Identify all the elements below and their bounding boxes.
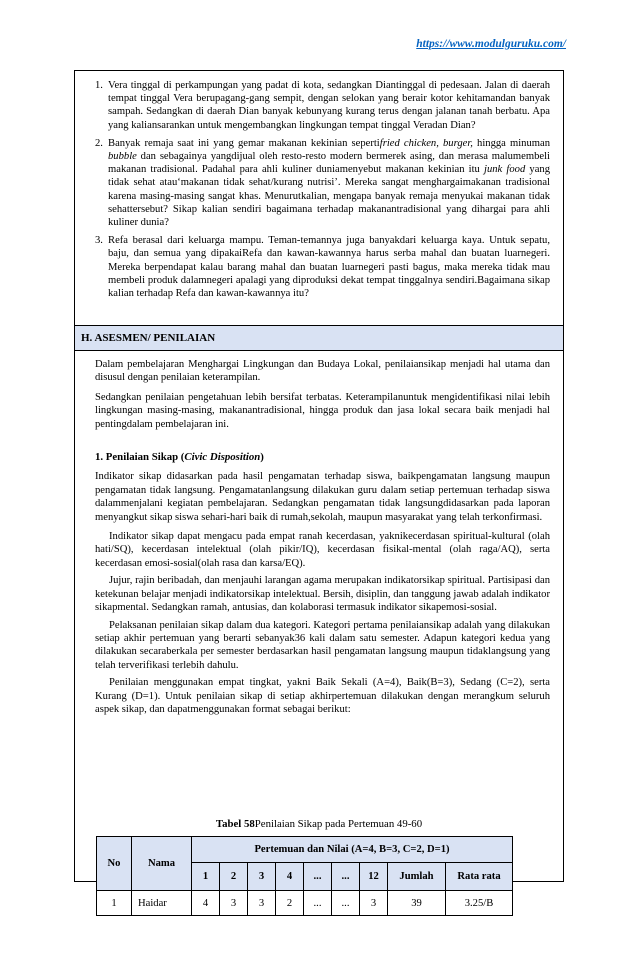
header-url-link[interactable]: https://www.modulguruku.com/ bbox=[416, 38, 566, 50]
subheader-cell: Jumlah bbox=[388, 863, 446, 891]
subheader-cell: Rata rata bbox=[446, 863, 513, 891]
table-cell: 3 bbox=[248, 891, 276, 916]
question-item: 2. Banyak remaja saat ini yang gemar makanan kekinian sepertifried chicken, burger, hingga minuman bubble dan sebagainya yangdijual oleh resto-resto modern bermerek asing, dan merasa malumembeli makanan tradisional. Padahal para ahli kuliner duniamenyebut makanan kekinian itu junk food yang tidak sehat atau‘makanan tidak sehat/kurang nutrisi’. Mereka sangat menghargaimakanan tradisional karena masing-masing sangat khas. Menurutkalian, mengapa banyak remaja menyukai makanan tidak sehattersebut? Sikap kalian sendiri bagaimana terhadap makanantradisional yang dihargai para ahli kuliner dunia? bbox=[95, 137, 550, 229]
table-cell: 3 bbox=[360, 891, 388, 916]
question-text: Refa berasal dari keluarga mampu. Teman-temannya juga banyakdari keluarga kaya. Untuk sepatu, baju, dan semua yang dipakaiRefa dan kawan-kawannya harus serba mahal dan buatan luarnegeri. Mereka berpendapat kalau barang mahal dan buatan luarnegeri pasti bagus, maka mereka tidak mau membeli produk dalamnegeri apalagi yang diproduksi dekat tempat tinggalnya sendiri.Bagaimana sikap kalian terhadap Refa dan kawan-kawannya itu? bbox=[108, 235, 550, 300]
attitude-score-table bbox=[96, 836, 513, 916]
table-cell: 3.25/B bbox=[446, 891, 513, 916]
question-item: 1. Vera tinggal di perkampungan yang padat di kota, sedangkan Diantinggal di pedesaan. Jalan di daerah tempat tinggal Vera berupagang-gang sempit, dengan selokan yang berair kotor kehitamandan banyak sampah. Sedangkan di daerah Dian banyak kebunyang kurang terus dengan jalanan tanah berbatu. Apa yang kaliansarankan untuk mengembangkan lingkungan tempat tinggal Veradan Dian? bbox=[95, 80, 550, 131]
subheader-cell: 2 bbox=[220, 863, 248, 891]
subheader-cell: ... bbox=[304, 863, 332, 891]
body-paragraph: Jujur, rajin beribadah, dan menjauhi larangan agama merupakan indikatorsikap spiritual. Partisipasi dan ketekunan belajar menjadi indikatorsikap intelektual. Bersih, disiplin, dan tanggung jawab adalah indikator sikapmental. Sedangkan ramah, antusias, dan kolaborasi termasuk indikator sikapemosi-sosial. bbox=[95, 575, 550, 614]
subheader-cell: ... bbox=[332, 863, 360, 891]
table-row bbox=[97, 891, 513, 916]
table-cell: ... bbox=[332, 891, 360, 916]
content-frame bbox=[74, 70, 564, 909]
table-cell: 2 bbox=[276, 891, 304, 916]
body-paragraph: Indikator sikap didasarkan pada hasil pengamatan terhadap siswa, baikpengamatan langsung maupun pengamatan tidak langsung. Pengamatanlangsung dilakukan guru dalam setiap pertemuan terhadap siswa dalammenjalani kegiatan pembelajaran. Sedangkan pengamatan tidak langsungdidasarkan pada laporan menyangkut sikap siswa sehari-hari baik di rumah,sekolah, maupun masyarakat yang telah terkonfirmasi. bbox=[95, 471, 550, 523]
subheader-cell: 4 bbox=[276, 863, 304, 891]
table-caption: Tabel 58Penilaian Sikap pada Pertemuan 49-60 bbox=[215, 818, 423, 830]
intro-paragraph: Sedangkan penilaian pengetahuan lebih bersifat terbatas. Keterampilanuntuk mengidentifikasi nilai lebih lingkungan masing-masing, makanantradisional, hingga produk dan jasa lokal secara baik menjadi hal pentingdalam pembelajaran ini. bbox=[95, 391, 550, 430]
assessment-body bbox=[95, 358, 550, 720]
table-cell: 1 bbox=[97, 891, 132, 916]
header-nama: Nama bbox=[132, 837, 192, 891]
header-pertemuan: Pertemuan dan Nilai (A=4, B=3, C=2, D=1) bbox=[192, 837, 513, 863]
header-no: No bbox=[97, 837, 132, 891]
subheader-cell: 3 bbox=[248, 863, 276, 891]
question-text: Vera tinggal di perkampungan yang padat di kota, sedangkan Diantinggal di pedesaan. Jalan di daerah tempat tinggal Vera berupagang-gang sempit, dengan selokan yang berair kotor kehitamandan banyak sampah. Sedangkan di daerah Dian banyak kebunyang kurang terus dengan jalanan tanah berbatu. Apa yang kaliansarankan untuk mengembangkan lingkungan tempat tinggal Veradan Dian? bbox=[108, 80, 550, 131]
question-item: 3. Refa berasal dari keluarga mampu. Teman-temannya juga banyakdari keluarga kaya. Untuk sepatu, baju, dan semua yang dipakaiRefa dan kawan-kawannya harus serba mahal dan buatan luarnegeri. Mereka berpendapat kalau barang mahal dan buatan luarnegeri pasti bagus, maka mereka tidak mau membeli produk dalamnegeri apalagi yang diproduksi dekat tempat tinggalnya sendiri.Bagaimana sikap kalian terhadap Refa dan kawan-kawannya itu? bbox=[95, 235, 550, 300]
table-cell: ... bbox=[304, 891, 332, 916]
question-text: Banyak remaja saat ini yang gemar makanan kekinian sepertifried chicken, burger, hingga minuman bubble dan sebagainya yangdijual oleh resto-resto modern bermerek asing, dan merasa malumembeli makanan tradisional. Padahal para ahli kuliner duniamenyebut makanan kekinian itu junk food yang tidak sehat atau‘makanan tidak sehat/kurang nutrisi’. Mereka sangat menghargaimakanan tradisional karena masing-masing sangat khas. Menurutkalian, mengapa banyak remaja menyukai makanan tidak sehattersebut? Sikap kalian sendiri bagaimana terhadap makanantradisional yang dihargai para ahli kuliner dunia? bbox=[108, 137, 550, 229]
body-paragraph: Indikator sikap dapat mengacu pada empat ranah kecerdasan, yaknikecerdasan spiritual-kultural (olah hati/SQ), kecerdasan intelektual (olah pikir/IQ), kecerdasan fisikal-mental (olah raga/AQ), serta kecerdasan emosi-sosial(olah rasa dan karsa/EQ). bbox=[95, 531, 550, 569]
table-cell: 3 bbox=[220, 891, 248, 916]
subsection-title: 1. Penilaian Sikap (Civic Disposition) bbox=[95, 451, 264, 464]
question-list bbox=[95, 79, 550, 305]
subheader-cell: 12 bbox=[360, 863, 388, 891]
table-cell: 39 bbox=[388, 891, 446, 916]
table-cell: 4 bbox=[192, 891, 220, 916]
intro-paragraph: Dalam pembelajaran Menghargai Lingkungan dan Budaya Lokal, penilaiansikap menjadi hal utama dan disusul dengan penilaian keterampilan. bbox=[95, 359, 550, 384]
body-paragraph: Penilaian menggunakan empat tingkat, yakni Baik Sekali (A=4), Baik(B=3), Sedang (C=2), serta Kurang (D=1). Untuk penilaian sikap di setiap akhirpertemuan dilakukan dengan merangkum seluruh aspek sikap, dan dapatmenggunakan format sebagai berikut: bbox=[95, 677, 550, 715]
table-cell: Haidar bbox=[132, 891, 192, 916]
body-paragraph: Pelaksanan penilaian sikap dalam dua kategori. Kategori pertama penilaiansikap adalah yang dilakukan setiap akhir pertemuan yang berarti sebanyak36 kali dalam satu semester. Adapun kategori kedua yang dilakukan secaraberkala per semester berdasarkan hasil pengamatan langsung maupun tidaklangsung yang telah terverifikasi terlebih dahulu. bbox=[95, 619, 550, 671]
subheader-cell: 1 bbox=[192, 863, 220, 891]
section-heading-asesmen: H. ASESMEN/ PENILAIAN bbox=[75, 325, 563, 351]
